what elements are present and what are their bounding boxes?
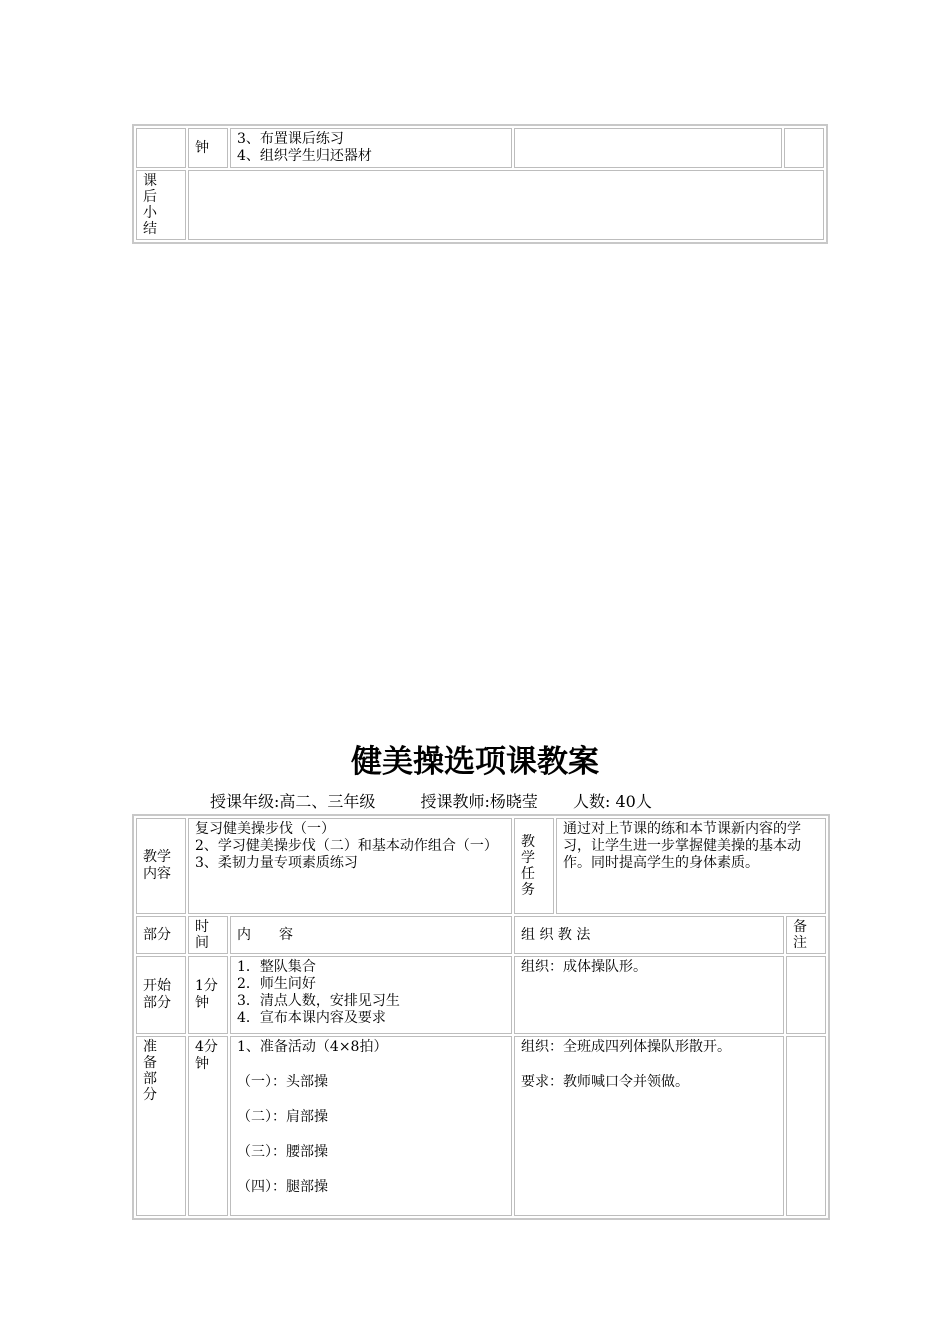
row-method [514,1036,784,1216]
row-part: 准备部分 [136,1036,186,1216]
blank-part-cell [136,128,186,168]
summary-label: 课后小结 [143,173,157,237]
teaching-task-label: 教学任务 [514,818,554,914]
table-row [136,956,826,1034]
header-method: 组 织 教 法 [514,916,784,954]
row-content [230,956,512,1034]
grade-info: 授课年级:高二、三年级 [210,792,376,811]
row-time: 4分钟 [188,1036,228,1216]
previous-lesson-table [132,124,828,244]
teaching-content-label: 教学内容 [136,818,186,914]
lesson-plan-table [132,814,830,1220]
header-note: 备注 [786,916,826,954]
row-note [786,956,826,1034]
content-line: 3、布置课后练习 [237,131,344,147]
teaching-content-cell [188,818,512,914]
row-part: 开始部分 [136,956,186,1034]
content-line: 复习健美操步伐（一） [195,821,335,837]
table-row [136,1036,826,1216]
list-item: （四）：腿部操 [237,1179,328,1195]
teacher-info: 授课教师:杨晓莹 [420,792,538,811]
list-item: 1、准备活动（4×8拍） [237,1039,388,1055]
list-item: 4．宣布本课内容及要求 [237,1010,386,1026]
header-content: 内 容 [230,916,512,954]
row-content [230,1036,512,1216]
note-cell [784,128,824,168]
header-time: 时间 [188,916,228,954]
student-count: 人数: 40人 [573,792,652,811]
summary-label-cell [136,170,186,240]
teaching-task-text: 通过对上节课的练和本节课新内容的学习，让学生进一步掌握健美操的基本动作。同时提高学生的身体素质。 [563,821,801,871]
list-item: 2．师生问好 [237,976,316,992]
row-method [514,956,784,1034]
content-cell [230,128,512,168]
row-time: 1分钟 [188,956,228,1034]
method-line: 组织：全班成四列体操队形散开。 [521,1039,731,1055]
lesson-info [210,792,652,811]
list-item: （二）：肩部操 [237,1109,328,1125]
page-title: 健美操选项课教案 [351,744,599,780]
list-item: 3．清点人数，安排见习生 [237,993,400,1009]
list-item: （三）：腰部操 [237,1144,328,1160]
list-item: 1．整队集合 [237,959,316,975]
content-line: 2、学习健美操步伐（二）和基本动作组合（一） [195,838,498,854]
content-line: 4、组织学生归还器材 [237,148,372,164]
method-line: 要求：教师喊口令并领做。 [521,1074,689,1090]
method-cell [514,128,782,168]
teaching-task-cell [556,818,826,914]
content-line: 3、柔韧力量专项素质练习 [195,855,358,871]
time-cell: 钟 [188,128,228,168]
row-note [786,1036,826,1216]
summary-content-cell [188,170,824,240]
method-line: 组织：成体操队形。 [521,959,647,975]
list-item: （一）：头部操 [237,1074,328,1090]
header-part: 部分 [136,916,186,954]
